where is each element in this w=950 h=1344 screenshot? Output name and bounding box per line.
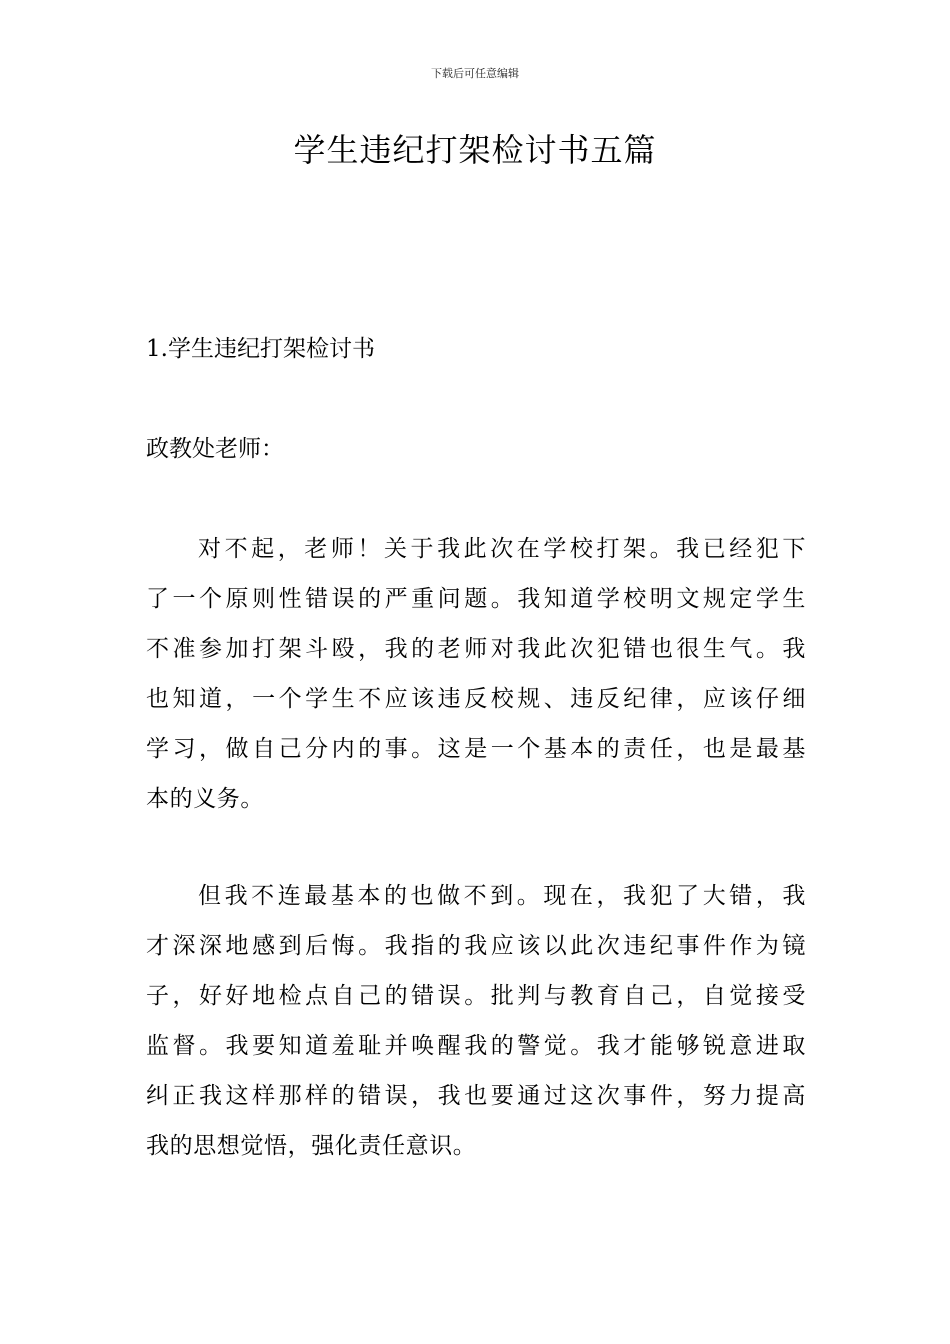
paragraph-line: 学习，做自己分内的事。这是一个基本的责任，也是最基	[146, 736, 806, 762]
header-note: 下载后可任意编辑	[431, 67, 519, 80]
paragraph-line: 本的义务。	[146, 786, 264, 812]
paragraph-line: 对不起，老师！关于我此次在学校打架。我已经犯下	[198, 536, 806, 562]
paragraph-line: 纠正我这样那样的错误，我也要通过这次事件，努力提高	[146, 1083, 806, 1109]
paragraph-line: 我的思想觉悟，强化责任意识。	[146, 1133, 477, 1159]
body-paragraph-1	[146, 524, 806, 824]
paragraph-line: 也知道，一个学生不应该违反校规、违反纪律，应该仔细	[146, 686, 806, 712]
paragraph-line: 子，好好地检点自己的错误。批判与教育自己，自觉接受	[146, 983, 806, 1009]
paragraph-line: 了一个原则性错误的严重问题。我知道学校明文规定学生	[146, 586, 806, 612]
paragraph-line: 不准参加打架斗殴，我的老师对我此次犯错也很生气。我	[146, 636, 806, 662]
document-title: 学生违纪打架检讨书五篇	[293, 131, 657, 169]
body-paragraph-2	[146, 871, 806, 1171]
paragraph-line: 监督。我要知道羞耻并唤醒我的警觉。我才能够锐意进取	[146, 1033, 806, 1059]
salutation: 政教处老师：	[146, 436, 284, 462]
section-heading: 1.学生违纪打架检讨书	[146, 336, 375, 362]
paragraph-line: 但我不连最基本的也做不到。现在，我犯了大错，我	[198, 883, 806, 909]
paragraph-line: 才深深地感到后悔。我指的我应该以此次违纪事件作为镜	[146, 933, 806, 959]
